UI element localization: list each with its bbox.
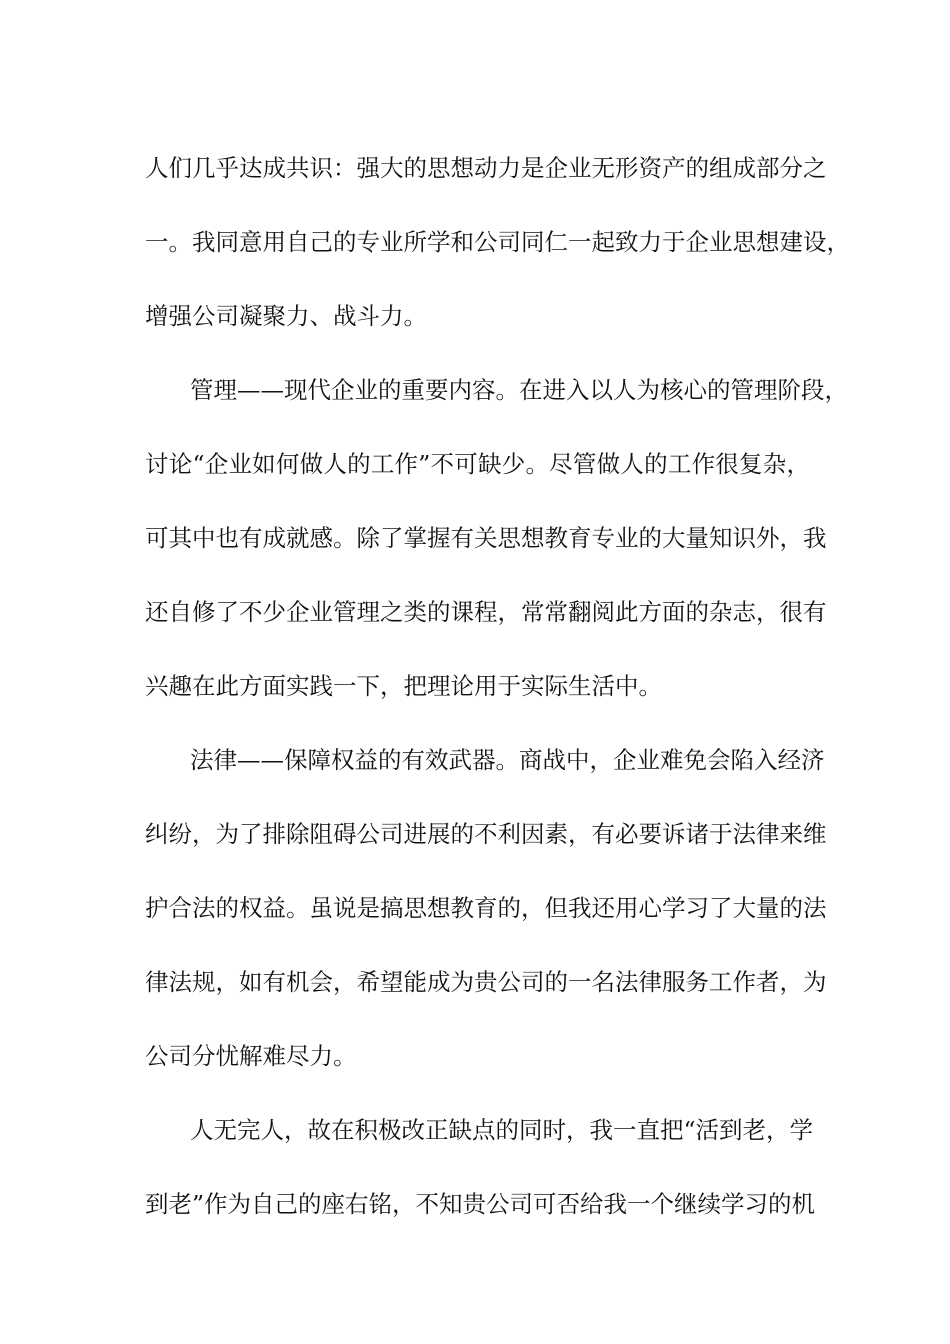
text-line: 法律——保障权益的有效武器。商战中，企业难免会陷入经济 <box>190 746 825 774</box>
paragraph <box>145 723 827 1093</box>
text-line: 人们几乎达成共识：强大的思想动力是企业无形资产的组成部分之 <box>145 154 827 182</box>
text-line: 到老”作为自己的座右铭，不知贵公司可否给我一个继续学习的机 <box>145 1190 816 1218</box>
document-body <box>145 131 850 1241</box>
text-line: 公司分忧解难尽力。 <box>145 1042 357 1070</box>
text-line: 兴趣在此方面实践一下，把理论用于实际生活中。 <box>145 672 662 700</box>
text-line: 管理——现代企业的重要内容。在进入以人为核心的管理阶段， <box>190 376 848 404</box>
text-line: 还自修了不少企业管理之类的课程，常常翻阅此方面的杂志，很有 <box>145 598 827 626</box>
text-line: 一。我同意用自己的专业所学和公司同仁一起致力于企业思想建设， <box>145 228 850 256</box>
text-line: 护合法的权益。虽说是搞思想教育的，但我还用心学习了大量的法 <box>145 894 827 922</box>
paragraph <box>145 131 850 353</box>
text-line: 增强公司凝聚力、战斗力。 <box>145 302 427 330</box>
text-line: 讨论“企业如何做人的工作”不可缺少。尽管做人的工作很复杂， <box>145 450 810 478</box>
text-line: 纠纷，为了排除阻碍公司进展的不利因素，有必要诉诸于法律来维 <box>145 820 827 848</box>
text-line: 人无完人，故在积极改正缺点的同时，我一直把“活到老，学 <box>190 1116 814 1144</box>
text-line: 律法规，如有机会，希望能成为贵公司的一名法律服务工作者，为 <box>145 968 827 996</box>
paragraph <box>145 353 848 723</box>
paragraph <box>145 1093 816 1241</box>
text-line: 可其中也有成就感。除了掌握有关思想教育专业的大量知识外，我 <box>145 524 827 552</box>
